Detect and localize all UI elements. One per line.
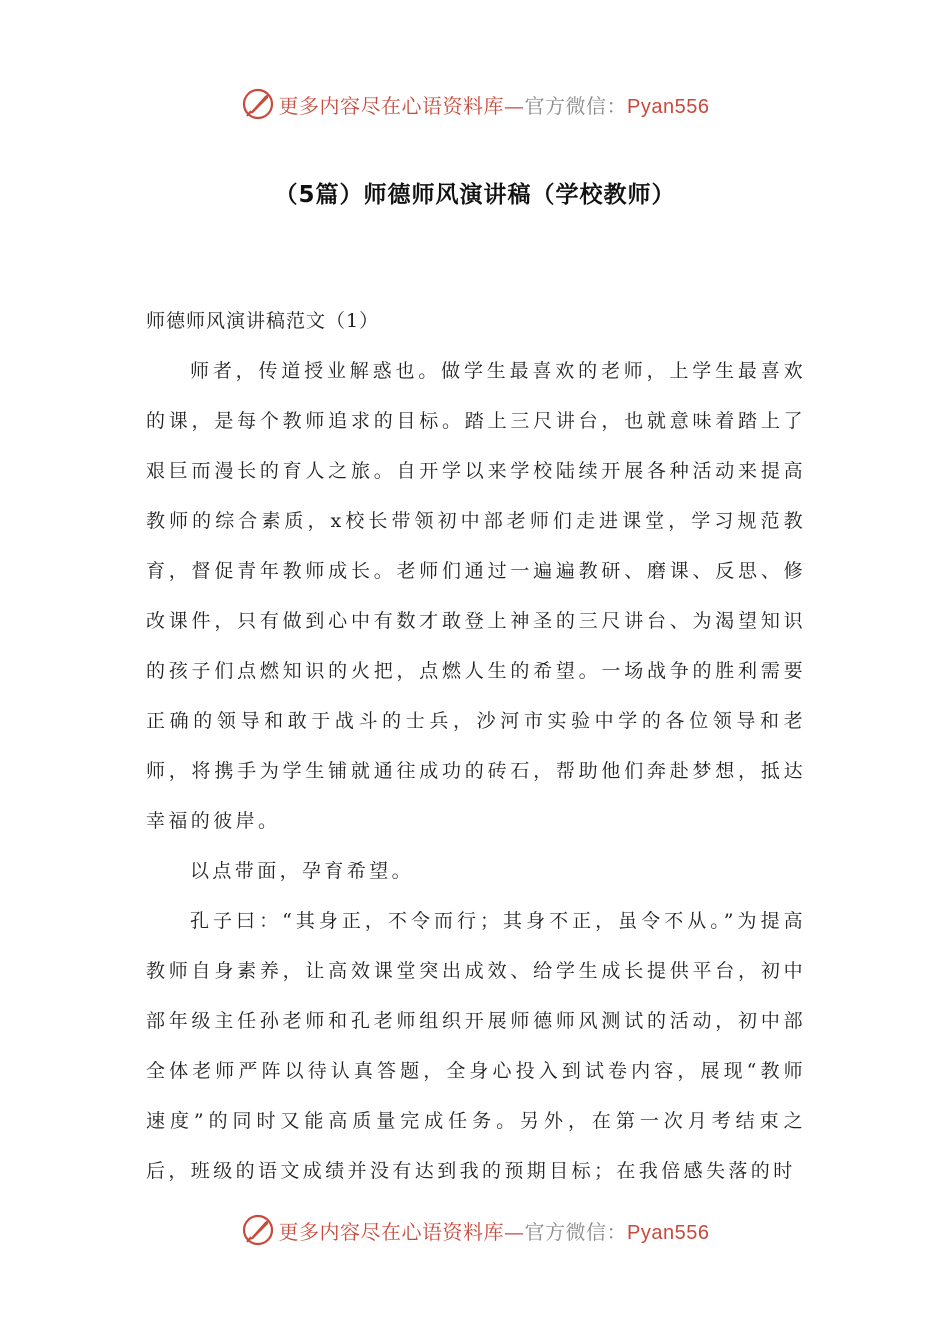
banner-promo-text: 更多内容尽在心语资料库— xyxy=(278,93,525,118)
banner-promo-text: 更多内容尽在心语资料库— xyxy=(278,1219,525,1244)
document-body xyxy=(146,296,806,1196)
body-paragraph: 以点带面，孕育希望。 xyxy=(190,860,415,882)
banner-wechat-label: 官方微信： xyxy=(524,93,628,118)
header-watermark-banner xyxy=(0,84,950,124)
body-paragraph: 师者，传道授业解惑也。做学生最喜欢的老师，上学生最喜欢的课，是每个教师追求的目标。踏上三尺讲台，也就意味着踏上了艰巨而漫长的育人之旅。自开学以来学校陆续开展各种活动来提高教师的综合素质，x校长带领初中部老师们走进课堂，学习规范教育，督促青年教师成长。老师们通过一遍遍教研、磨课、反思、修改课件，只有做到心中有数才敢登上神圣的三尺讲台、为渴望知识的孩子们点燃知识的火把，点燃人生的希望。一场战争的胜利需要正确的领导和敢于战斗的士兵，沙河市实验中学的各位领导和老师，将携手为学生铺就通往成功的砖石，帮助他们奔赴梦想，抵达幸福的彼岸。 xyxy=(146,360,806,832)
quill-logo-icon xyxy=(241,1213,275,1247)
quill-logo-icon xyxy=(241,87,275,121)
body-paragraph: 孔子曰：“其身正，不令而行；其身不正，虽令不从。”为提高教师自身素养，让高效课堂突出成效、给学生成长提供平台，初中部年级主任孙老师和孔老师组织开展师德师风测试的活动，初中部全体老师严阵以待认真答题，全身心投入到试卷内容，展现“教师速度”的同时又能高质量完成任务。另外，在第一次月考结束之后，班级的语文成绩并没有达到我的预期目标；在我倍感失落的时 xyxy=(146,910,806,1182)
footer-watermark-banner xyxy=(0,1210,950,1250)
document-title: （5篇）师德师风演讲稿（学校教师） xyxy=(274,182,676,208)
banner-wechat-label: 官方微信： xyxy=(524,1219,628,1244)
banner-wechat-id: Pyan556 xyxy=(627,1221,710,1244)
section-heading: 师德师风演讲稿范文（1） xyxy=(146,310,380,332)
footer-banner-text xyxy=(279,1216,710,1245)
banner-wechat-id: Pyan556 xyxy=(627,95,710,118)
header-banner-text xyxy=(279,90,710,119)
